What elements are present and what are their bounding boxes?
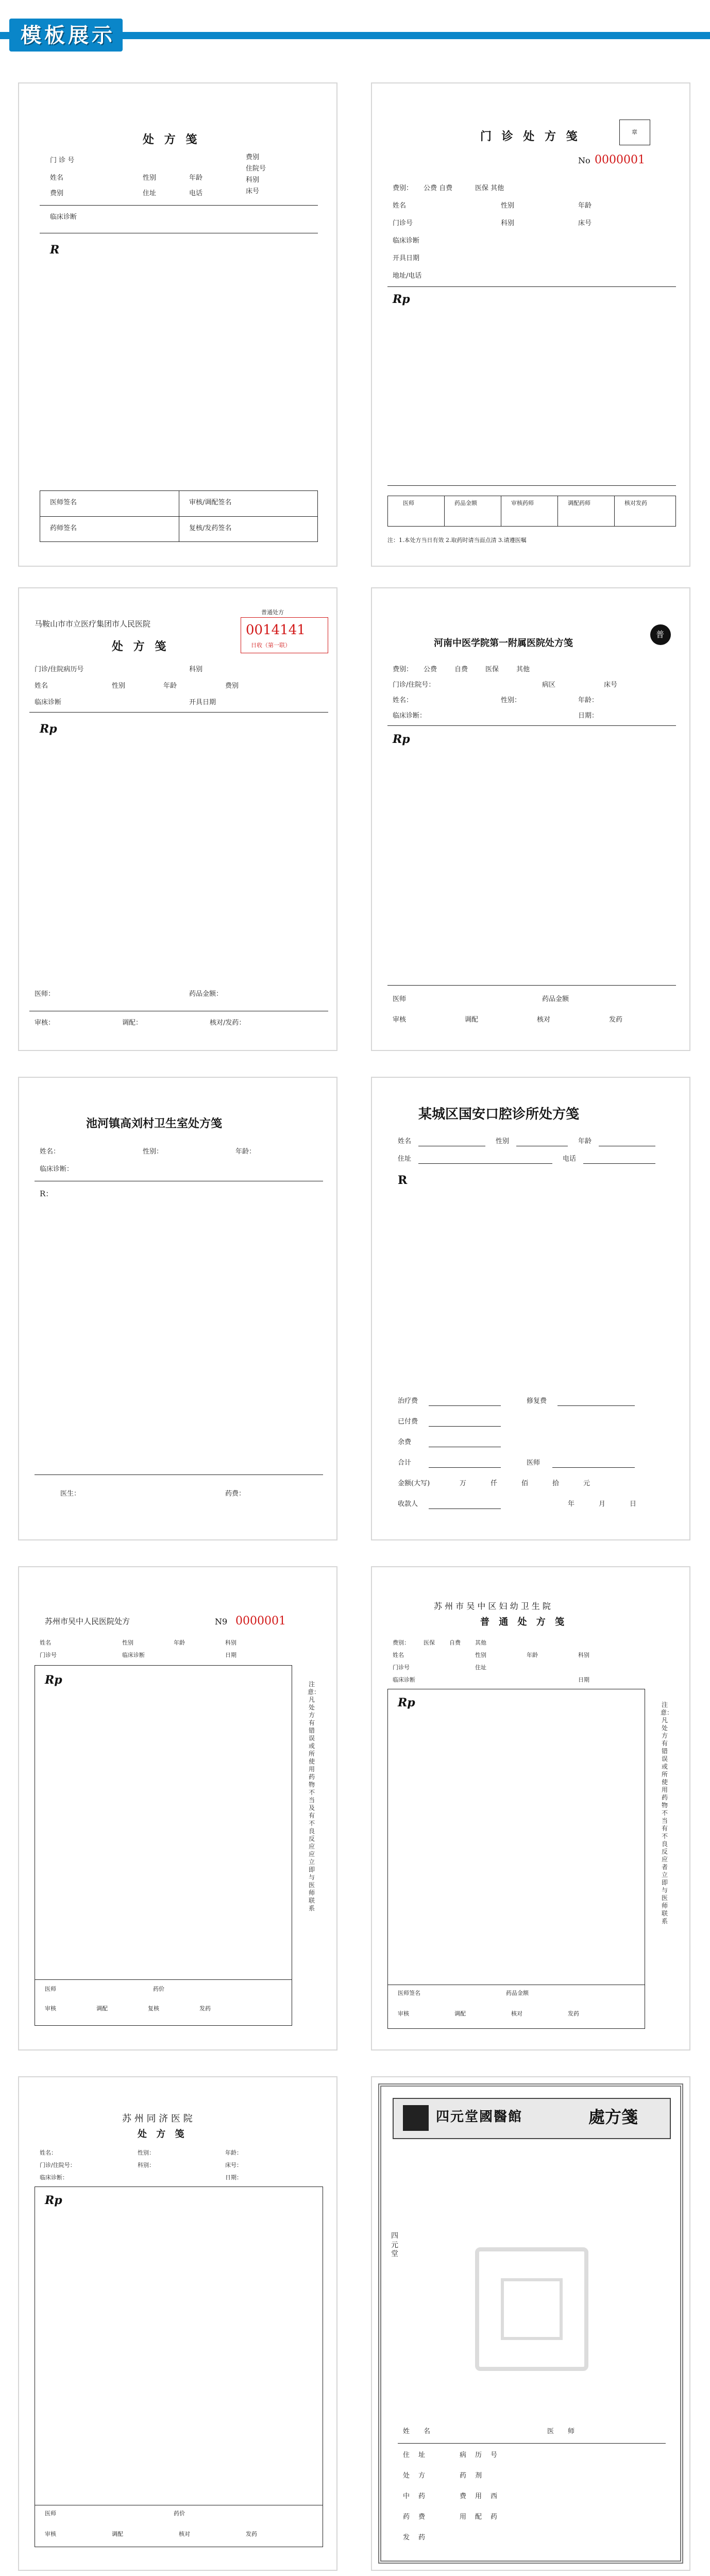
sign-label: 药师签名 [50, 524, 77, 532]
field-label: 开具日期 [393, 255, 420, 262]
sign-label: 调配 [112, 2531, 123, 2537]
rp-symbol: Rp [45, 2194, 62, 2207]
sign-label: 复核/发药签名 [189, 524, 232, 532]
field-label: 剂 [475, 2472, 482, 2480]
field-label: 费别： [393, 184, 413, 192]
sign-label: 核对 [537, 1016, 551, 1024]
rp-symbol: R [398, 1174, 408, 1187]
form-title: 處方箋 [588, 2107, 638, 2127]
field-label: 科别 [246, 176, 260, 184]
prescription-box [387, 1689, 645, 2029]
field-label: 年龄 [578, 202, 592, 210]
sign-label: 调配 [454, 2010, 466, 2017]
field-label: 姓名 [35, 682, 48, 690]
field-label: 合计 [398, 1459, 412, 1467]
sign-label: 核对/发药： [210, 1019, 246, 1027]
sign-label: 医师： [35, 990, 55, 998]
form-card-7[interactable] [18, 1566, 337, 2050]
field-label: 年龄： [578, 697, 599, 704]
field-label: 费 [460, 2493, 467, 2500]
field-label: 日 [630, 1500, 637, 1508]
rule [583, 1163, 655, 1164]
field-label: 年龄 [174, 1639, 185, 1646]
field-label: 床号 [578, 219, 592, 227]
rp-symbol: Rp [393, 293, 410, 306]
field-label: 日期： [578, 712, 599, 720]
rule [387, 485, 676, 486]
sign-label: 复核 [148, 2005, 159, 2012]
field-label: 用 [475, 2493, 482, 2500]
field-label: 费别： [393, 1639, 410, 1646]
sign-label: 发药 [199, 2005, 211, 2012]
field-label: 科别： [138, 2162, 155, 2168]
field-label: 性别 [112, 682, 126, 690]
field-label: 公费 自费 [424, 184, 453, 192]
field-label: 仟 [491, 1480, 498, 1487]
rule [29, 712, 328, 713]
field-label: 自费 [449, 1639, 461, 1646]
hospital-name: 苏州市吴中人民医院处方 [45, 1617, 130, 1626]
field-label: 佰 [521, 1480, 529, 1487]
sign-label: 审核 [45, 2005, 56, 2012]
sign-label: 医师 [45, 1986, 56, 1992]
sign-label: 药品金额 [506, 1990, 529, 1996]
field-label: 其他 [516, 666, 530, 673]
form-title: 某城区国安口腔诊所处方笺 [418, 1107, 580, 1122]
field-label: 科别 [578, 1652, 589, 1658]
field-label: 中 [403, 2493, 410, 2500]
field-label: 地址/电话 [393, 272, 422, 280]
sign-label: 核对 [511, 2010, 522, 2017]
field-label: 临床诊断 [393, 237, 420, 245]
field-label: 治疗费 [398, 1397, 418, 1405]
prescription-box [35, 2187, 323, 2547]
field-label: 住址 [398, 1155, 412, 1163]
field-label: 性别 [501, 202, 515, 210]
field-label: 费 [418, 2513, 426, 2521]
field-label: 月 [599, 1500, 606, 1508]
rule [429, 1405, 501, 1406]
rule [557, 1405, 635, 1406]
form-title: 处 方 笺 [143, 133, 200, 146]
field-label: 科别 [501, 219, 515, 227]
field-label: 姓名： [40, 1148, 60, 1156]
field-label: 住 [403, 2451, 410, 2459]
field-label: 日期 [225, 1652, 236, 1658]
sign-label: 审核 [393, 1016, 407, 1024]
field-label: 西 [491, 2493, 498, 2500]
sign-label: 审核药师 [511, 500, 534, 506]
field-label: 病区 [542, 681, 556, 689]
rule [40, 516, 318, 517]
field-label: 药 [418, 2493, 426, 2500]
field-label: 费别 [225, 682, 239, 690]
rule [444, 496, 445, 527]
field-label: 修复费 [527, 1397, 547, 1405]
sign-label: 医师 [45, 2510, 56, 2517]
form-card-3[interactable] [18, 587, 337, 1051]
field-label: 药 [460, 2472, 467, 2480]
field-label: 门诊号 [393, 1664, 410, 1671]
sign-label: 发药 [246, 2531, 257, 2537]
form-card-2[interactable] [371, 82, 690, 567]
form-card-6[interactable] [371, 1077, 690, 1540]
field-label: 临床诊断： [393, 712, 427, 720]
sign-label: 审核/调配签名 [189, 499, 232, 506]
rule [398, 2443, 666, 2444]
logo-seal [403, 2105, 429, 2131]
form-title: 普 通 处 方 笺 [480, 1617, 568, 1628]
form-title: 门 诊 处 方 笺 [480, 130, 581, 143]
field-label: 病 [460, 2451, 467, 2459]
field-label: 电话 [189, 190, 203, 197]
sign-label: 药价 [174, 2510, 185, 2517]
field-label: 年 [568, 1500, 575, 1508]
form-title: 河南中医学院第一附属医院处方笺 [434, 638, 573, 649]
field-label: 临床诊断 [122, 1652, 145, 1658]
field-label: 临床诊断： [40, 2174, 68, 2181]
field-label: 性别 [122, 1639, 133, 1646]
sign-label: 医师签名 [398, 1990, 420, 1996]
sign-label: 医师 [403, 500, 414, 506]
field-label: 床号 [246, 188, 260, 195]
serial-number: 0014141 [246, 622, 306, 638]
field-label: 门诊号 [393, 219, 413, 227]
field-label: 费别 [50, 190, 64, 197]
sign-label: 调配 [465, 1016, 479, 1024]
form-card-10[interactable] [371, 2076, 690, 2571]
field-label: 住址 [475, 1664, 486, 1671]
side-note: 注意：凡处方有错误或所使用药物不当及有不良反应应立即与医师联系 [308, 1681, 320, 1912]
field-label: 科别 [189, 666, 203, 673]
side-note: 注意：凡处方有错误或所使用药物不当有不良反应者立即与医师联系 [661, 1701, 673, 1925]
sign-label: 药品金额 [542, 995, 569, 1003]
field-label: 姓名： [393, 697, 413, 704]
form-card-1[interactable] [18, 82, 337, 567]
field-label: 年龄： [235, 1148, 256, 1156]
rule [614, 496, 615, 527]
field-label: 医保 [424, 1639, 435, 1646]
field-label: 开具日期 [189, 699, 216, 706]
field-label: 门诊/住院号： [393, 681, 435, 689]
footnote: 注：1.本处方当日有效 2.取药时请当面点清 3.请遵医嘱 [387, 537, 527, 544]
sign-label: 医生： [60, 1490, 81, 1498]
field-label: 药 [403, 2513, 410, 2521]
field-label: 床号 [604, 681, 618, 689]
field-label: 日期 [578, 1676, 589, 1683]
sign-label: 审核 [45, 2531, 56, 2537]
field-label: 临床诊断： [40, 1165, 74, 1173]
field-label: 门诊/住院病历号 [35, 666, 84, 673]
field-label: 用 [460, 2513, 467, 2521]
rule [35, 1979, 292, 1980]
rp-symbol: Rp [398, 1696, 415, 1709]
field-label: 年龄： [225, 2149, 242, 2156]
field-label: 姓名 [398, 1138, 412, 1145]
rp-symbol: Rp [40, 722, 57, 736]
sign-label: 调配 [96, 2005, 108, 2012]
rule [40, 205, 318, 206]
field-label: 性别： [501, 697, 521, 704]
sign-label: 医师签名 [50, 499, 77, 506]
sign-label: 审核 [398, 2010, 409, 2017]
field-label: 门诊/住院号： [40, 2162, 76, 2168]
field-label: 万 [460, 1480, 467, 1487]
field-label: 年龄 [527, 1652, 538, 1658]
field-label: 药 [418, 2534, 426, 2541]
rp-symbol: R： [40, 1189, 54, 1198]
field-label: 姓名 [393, 1652, 404, 1658]
field-label: 医保 [485, 666, 499, 673]
field-label: 年龄 [163, 682, 177, 690]
field-label: 医师 [527, 1459, 540, 1467]
form-title: 处 方 笺 [138, 2129, 188, 2140]
field-label: 性别： [138, 2149, 155, 2156]
sign-label: 调配： [122, 1019, 143, 1027]
field-label: 拾 [552, 1480, 560, 1487]
prescription-type: 普通处方 [261, 609, 284, 616]
field-label: 历 [475, 2451, 482, 2459]
hospital-name: 苏 州 同 济 医 院 [122, 2113, 193, 2124]
rule [387, 725, 676, 726]
serial-label: N9 [215, 1617, 228, 1626]
stamp-label: 章 [632, 129, 637, 135]
field-label: 电话 [563, 1155, 577, 1163]
field-label: 性别 [496, 1138, 510, 1145]
field-label: 门 诊 号 [50, 157, 75, 164]
field-label: 临床诊断 [393, 1676, 415, 1683]
form-card-8[interactable] [371, 1566, 690, 2050]
rule [387, 985, 676, 986]
prescription-box [35, 1665, 292, 2026]
field-label: 姓名 [50, 174, 64, 182]
clinic-side-label: 四元堂 [391, 2232, 398, 2258]
field-label: 配 [475, 2513, 482, 2521]
field-label: 住址 [143, 190, 157, 197]
sign-label: 药费： [225, 1490, 246, 1498]
field-label: 药 [491, 2513, 498, 2521]
field-label: 科别 [225, 1639, 236, 1646]
field-label: 名 [424, 2428, 431, 2435]
field-label: 住院号 [246, 165, 266, 173]
field-label: 姓名 [40, 1639, 51, 1646]
field-label: 日期： [225, 2174, 242, 2181]
field-label: 医 [547, 2428, 554, 2435]
rule [429, 1426, 501, 1427]
rp-symbol: Rp [45, 1673, 62, 1687]
field-label: 床号： [225, 2162, 242, 2168]
field-label: 号 [491, 2451, 498, 2459]
field-label: 元 [583, 1480, 590, 1487]
field-label: 金额(大写) [398, 1480, 430, 1487]
field-label: 发 [403, 2534, 410, 2541]
form-title: 池河镇高刘村卫生室处方笺 [86, 1117, 223, 1130]
field-label: 公费 [424, 666, 437, 673]
field-label: 姓 [403, 2428, 410, 2435]
rp-symbol: Rp [393, 733, 410, 746]
badge-text: 普 [656, 630, 665, 639]
field-label: 门诊号 [40, 1652, 57, 1658]
sign-label: 发药 [609, 1016, 623, 1024]
form-title: 处 方 笺 [112, 640, 170, 653]
sign-label: 药价 [153, 1986, 164, 1992]
header-title: 模板展示 [21, 24, 115, 47]
field-label: 余费 [398, 1438, 412, 1446]
sign-label: 核对 [179, 2531, 190, 2537]
form-card-5[interactable] [18, 1077, 337, 1540]
clinic-name: 四元堂國醫館 [436, 2109, 523, 2125]
form-card-9[interactable] [18, 2076, 337, 2571]
field-label: 址 [418, 2451, 426, 2459]
field-label: 年龄 [578, 1138, 592, 1145]
sign-label: 药品金额 [454, 500, 477, 506]
field-label: 姓名 [393, 202, 407, 210]
field-label: 已付费 [398, 1418, 418, 1426]
field-label: 性别： [143, 1148, 163, 1156]
sign-label: 发药 [568, 2010, 579, 2017]
copy-badge: 日收（第一联） [251, 642, 291, 649]
field-label: 费别 [246, 154, 260, 161]
serial-number: 0000001 [595, 154, 645, 166]
rp-symbol: R [50, 243, 60, 257]
field-label: 自费 [454, 666, 468, 673]
field-label: 临床诊断 [35, 699, 62, 706]
hospital-name: 苏 州 市 吴 中 区 妇 幼 卫 生 院 [434, 1601, 551, 1611]
field-label: 师 [568, 2428, 575, 2435]
field-label: 性别 [143, 174, 157, 182]
sign-label: 审核： [35, 1019, 55, 1027]
field-label: 性别 [475, 1652, 486, 1658]
rule [418, 1163, 552, 1164]
serial-number: 0000001 [235, 1615, 286, 1628]
diagnosis-label: 临床诊断 [50, 213, 77, 221]
serial-label: No [578, 156, 590, 165]
field-label: 费别： [393, 666, 413, 673]
sign-label: 医师 [393, 995, 407, 1003]
field-label: 年龄 [189, 174, 203, 182]
field-label: 其他 [475, 1639, 486, 1646]
rule [387, 286, 676, 287]
sign-label: 药品金额： [189, 990, 223, 998]
hospital-name: 马鞍山市市立医疗集团市人民医院 [35, 619, 151, 629]
sign-label: 核对发药 [624, 500, 647, 506]
field-label: 收款人 [398, 1500, 418, 1508]
field-label: 医保 其他 [475, 184, 504, 192]
rule [429, 1467, 501, 1468]
field-label: 姓名： [40, 2149, 57, 2156]
sign-label: 调配药师 [568, 500, 590, 506]
form-card-4[interactable] [371, 587, 690, 1051]
field-label: 方 [418, 2472, 426, 2480]
rule [557, 496, 558, 527]
rule [552, 1467, 635, 1468]
field-label: 处 [403, 2472, 410, 2480]
watermark-seal-inner [501, 2278, 563, 2340]
